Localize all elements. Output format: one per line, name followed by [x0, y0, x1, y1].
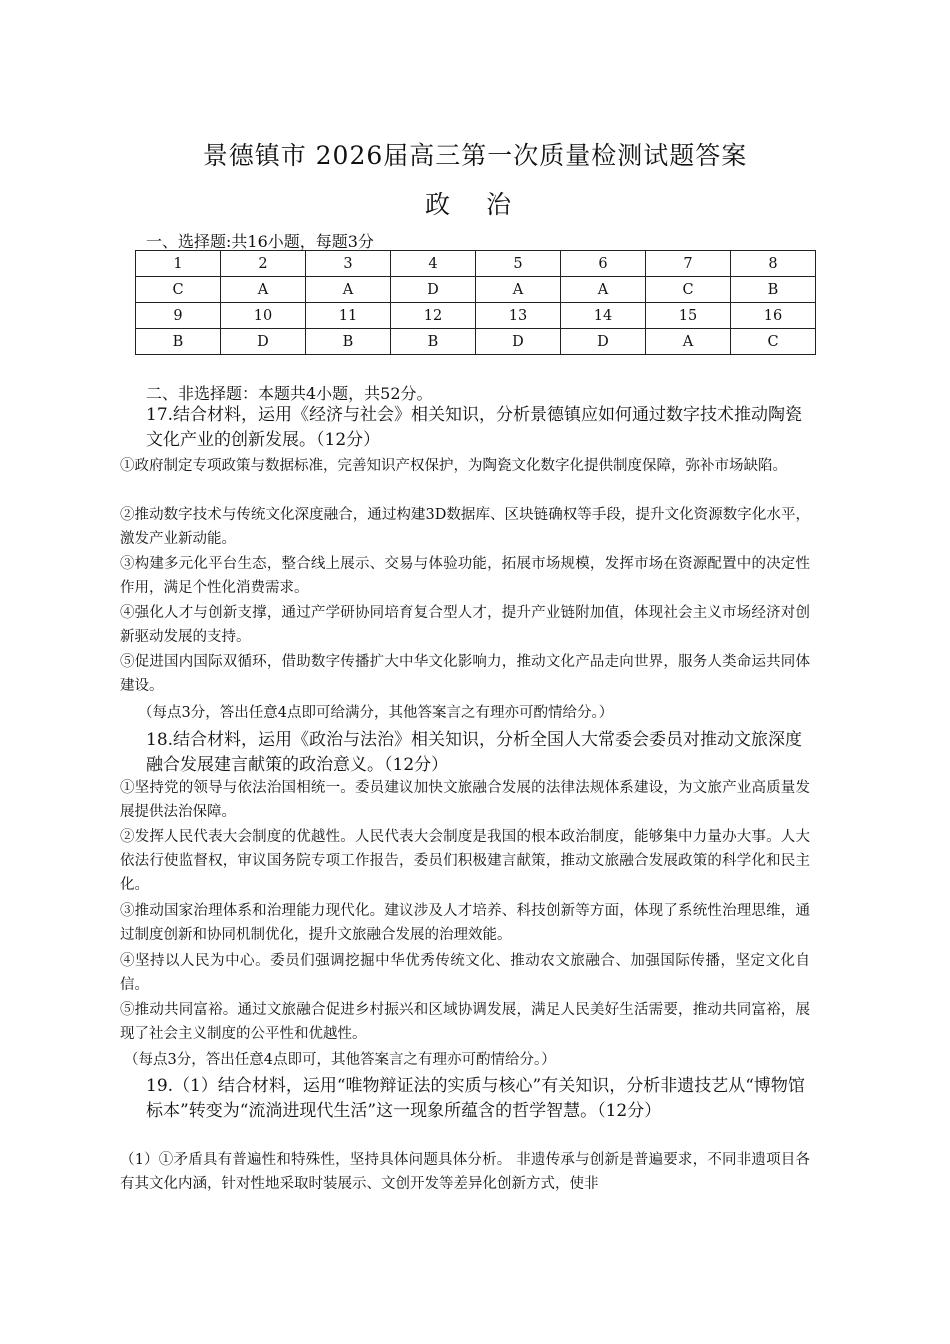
question-number-cell: 9: [136, 303, 221, 329]
answer-cell: D: [391, 277, 476, 303]
answer-cell: C: [646, 277, 731, 303]
answer-cell: D: [221, 329, 306, 355]
question-number-cell: 12: [391, 303, 476, 329]
q18-point-2: ②发挥人民代表大会制度的优越性。人民代表大会制度是我国的根本政治制度，能够集中力量办大事。人大依法行使监督权，审议国务院专项工作报告，委员们积极建言献策，推动文旅融合发展政策的科学化和民主化。: [120, 829, 810, 893]
q19-question: 19.（1）结合材料，运用“唯物辩证法的实质与核心”有关知识，分析非遗技艺从“博物馆标本”转变为“流淌进现代生活”这一现象所蕴含的哲学智慧。（12分）: [146, 1076, 805, 1121]
subject-title: 政 治: [425, 190, 525, 219]
table-row: [136, 251, 816, 277]
q17-point-5: ⑤促进国内国际双循环，借助数字传播扩大中华文化影响力，推动文化产品走向世界，服务人类命运共同体建设。: [120, 654, 810, 694]
question-number-cell: 16: [731, 303, 816, 329]
q17-point-4: ④强化人才与创新支撑，通过产学研协同培育复合型人才，提升产业链附加值，体现社会主义市场经济对创新驱动发展的支持。: [120, 605, 810, 645]
question-number-cell: 4: [391, 251, 476, 277]
question-number-cell: 3: [306, 251, 391, 277]
answer-cell: A: [476, 277, 561, 303]
answer-cell: A: [221, 277, 306, 303]
q17-point-3: ③构建多元化平台生态，整合线上展示、交易与体验功能，拓展市场规模，发挥市场在资源配置中的决定性作用，满足个性化消费需求。: [120, 556, 810, 596]
section2-heading: 二、非选择题：本题共4小题，共52分。: [146, 384, 433, 403]
q17-scoring-note: （每点3分，答出任意4点即可给满分，其他答案言之有理亦可酌情给分。）: [138, 705, 614, 721]
q18-point-1: ①坚持党的领导与依法治国相统一。委员建议加快文旅融合发展的法律法规体系建设，为文旅产业高质量发展提供法治保障。: [120, 780, 810, 820]
question-number-cell: 2: [221, 251, 306, 277]
question-number-cell: 14: [561, 303, 646, 329]
answer-cell: A: [306, 277, 391, 303]
answer-cell: B: [136, 329, 221, 355]
document-title: 景德镇市 2026届高三第一次质量检测试题答案: [202, 141, 748, 170]
question-number-cell: 10: [221, 303, 306, 329]
question-number-cell: 8: [731, 251, 816, 277]
answer-cell: C: [731, 329, 816, 355]
answer-cell: D: [561, 329, 646, 355]
answer-cell: A: [561, 277, 646, 303]
q18-question: 18.结合材料，运用《政治与法治》相关知识，分析全国人大常委会委员对推动文旅深度融合发展建言献策的政治意义。（12分）: [146, 730, 803, 775]
answer-cell: C: [136, 277, 221, 303]
q19-answer: （1）①矛盾具有普遍性和特殊性，坚持具体问题具体分析。 非遗传承与创新是普遍要求，不同非遗项目各有其文化内涵，针对性地采取时装展示、文创开发等差异化创新方式，使非: [120, 1152, 810, 1192]
question-number-cell: 11: [306, 303, 391, 329]
question-number-cell: 1: [136, 251, 221, 277]
q18-point-4: ④坚持以人民为中心。委员们强调挖掘中华优秀传统文化、推动农文旅融合、加强国际传播，坚定文化自信。: [120, 953, 810, 993]
q18-point-5: ⑤推动共同富裕。通过文旅融合促进乡村振兴和区域协调发展，满足人民美好生活需要，推动共同富裕，展现了社会主义制度的公平性和优越性。: [120, 1002, 810, 1042]
answer-cell: B: [731, 277, 816, 303]
q17-point-1: ①政府制定专项政策与数据标准，完善知识产权保护，为陶瓷文化数字化提供制度保障，弥补市场缺陷。: [120, 458, 787, 474]
q18-scoring-note: （每点3分，答出任意4点即可，其他答案言之有理亦可酌情给分。）: [124, 1052, 556, 1068]
table-row: [136, 329, 816, 355]
answer-cell: D: [476, 329, 561, 355]
question-number-cell: 7: [646, 251, 731, 277]
q17-point-2: ②推动数字技术与传统文化深度融合，通过构建3D数据库、区块链确权等手段，提升文化资源数字化水平，激发产业新动能。: [120, 507, 810, 547]
table-row: [136, 277, 816, 303]
q17-question: 17.结合材料，运用《经济与社会》相关知识，分析景德镇应如何通过数字技术推动陶瓷文化产业的创新发展。（12分）: [146, 405, 803, 450]
question-number-cell: 13: [476, 303, 561, 329]
question-number-cell: 6: [561, 251, 646, 277]
table-row: [136, 303, 816, 329]
answer-cell: A: [646, 329, 731, 355]
question-number-cell: 15: [646, 303, 731, 329]
q18-point-3: ③推动国家治理体系和治理能力现代化。建议涉及人才培养、科技创新等方面，体现了系统性治理思维，通过制度创新和协同机制优化，提升文旅融合发展的治理效能。: [120, 903, 810, 943]
question-number-cell: 5: [476, 251, 561, 277]
answer-cell: B: [306, 329, 391, 355]
answer-cell: B: [391, 329, 476, 355]
section1-heading: 一、选择题:共16小题，每题3分: [146, 232, 374, 251]
answer-key-table: [135, 250, 816, 355]
